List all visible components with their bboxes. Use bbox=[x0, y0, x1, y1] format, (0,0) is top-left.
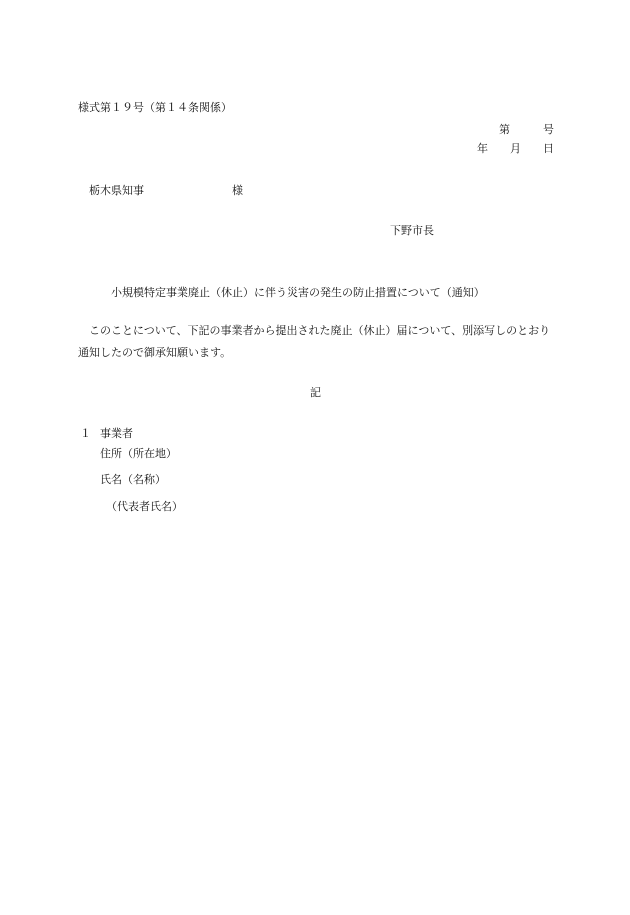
address-label: 住所（所在地） bbox=[100, 447, 177, 460]
addressee-honorific: 様 bbox=[232, 184, 243, 197]
form-number: 様式第１９号（第１４条関係） bbox=[78, 101, 232, 114]
ki-heading: 記 bbox=[310, 386, 321, 399]
addressee-name: 栃木県知事 bbox=[89, 184, 144, 197]
body-paragraph: このことについて、下記の事業者から提出された廃止（休止）届について、別添写しのとおり通知したので御承知願います。 bbox=[78, 324, 551, 359]
representative-label: （代表者氏名） bbox=[106, 500, 183, 513]
document-number-line: 第 号 bbox=[499, 123, 554, 136]
item-label: 事業者 bbox=[100, 427, 133, 440]
name-label: 氏名（名称） bbox=[100, 473, 166, 486]
date-line: 年 月 日 bbox=[477, 142, 554, 155]
document-title: 小規模特定事業廃止（休止）に伴う災害の発生の防止措置について（通知） bbox=[111, 286, 485, 299]
sender-name: 下野市長 bbox=[390, 224, 434, 237]
item-number: １ bbox=[80, 427, 91, 440]
